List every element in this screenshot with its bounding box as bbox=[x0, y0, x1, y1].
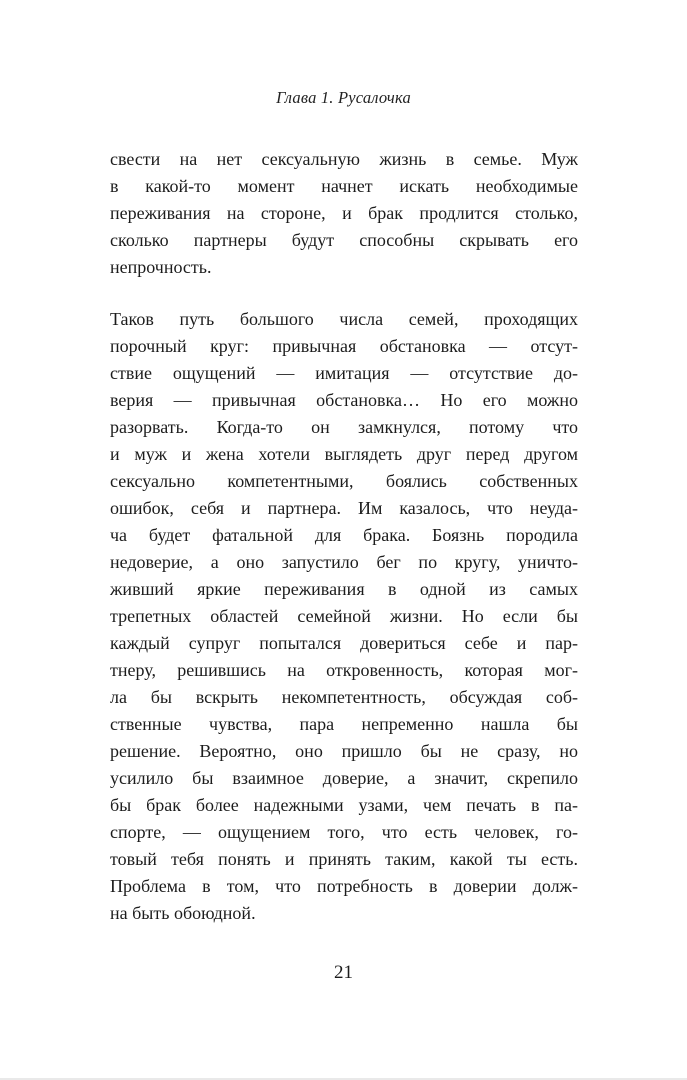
text-line: ственные чувства, пара непременно нашла бы bbox=[110, 714, 578, 734]
text-line: сексуально компетентными, боялись собственных bbox=[110, 471, 578, 491]
text-line: усилило бы взаимное доверие, а значит, скрепило bbox=[110, 768, 578, 788]
running-head: Глава 1. Русалочка bbox=[276, 88, 411, 107]
text-line: живший яркие переживания в одной из самых bbox=[110, 579, 578, 599]
text-line: трепетных областей семейной жизни. Но если бы bbox=[110, 606, 578, 626]
text-line: переживания на стороне, и брак продлится столько, bbox=[110, 203, 578, 223]
text-line: ствие ощущений — имитация — отсутствие до- bbox=[110, 363, 578, 383]
text-line: непрочность. bbox=[110, 257, 212, 277]
text-line: ча будет фатальной для брака. Боязнь породила bbox=[110, 525, 578, 545]
text-line: товый тебя понять и принять таким, какой ты есть. bbox=[110, 849, 578, 869]
text-line: решение. Вероятно, оно пришло бы не сразу, но bbox=[110, 741, 578, 761]
paragraph bbox=[110, 306, 578, 927]
text-line: на быть обоюдной. bbox=[110, 903, 256, 923]
text-line: бы брак более надежными узами, чем печать в па- bbox=[110, 795, 578, 815]
text-line: в какой-то момент начнет искать необходимые bbox=[110, 176, 578, 196]
text-line: сколько партнеры будут способны скрывать его bbox=[110, 230, 578, 250]
text-line: свести на нет сексуальную жизнь в семье. Муж bbox=[110, 149, 578, 169]
text-line: ошибок, себя и партнера. Им казалось, что неуда- bbox=[110, 498, 578, 518]
text-line: Таков путь большого числа семей, проходящих bbox=[110, 309, 578, 329]
paragraph bbox=[110, 146, 578, 281]
text-line: каждый супруг попытался довериться себе и пар- bbox=[110, 633, 578, 653]
text-line: порочный круг: привычная обстановка — отсут- bbox=[110, 336, 578, 356]
text-line: спорте, — ощущением того, что есть человек, го- bbox=[110, 822, 578, 842]
text-line: недоверие, а оно запустило бег по кругу, уничто- bbox=[110, 552, 578, 572]
page-number: 21 bbox=[334, 962, 353, 983]
text-line: ла бы вскрыть некомпетентность, обсуждая соб- bbox=[110, 687, 578, 707]
text-line: тнеру, решившись на откровенность, которая мог- bbox=[110, 660, 578, 680]
text-line: верия — привычная обстановка… Но его можно bbox=[110, 390, 578, 410]
text-block bbox=[110, 146, 578, 927]
text-line: Проблема в том, что потребность в доверии долж- bbox=[110, 876, 578, 896]
text-line: и муж и жена хотели выглядеть друг перед другом bbox=[110, 444, 578, 464]
text-line: разорвать. Когда-то он замкнулся, потому что bbox=[110, 417, 578, 437]
